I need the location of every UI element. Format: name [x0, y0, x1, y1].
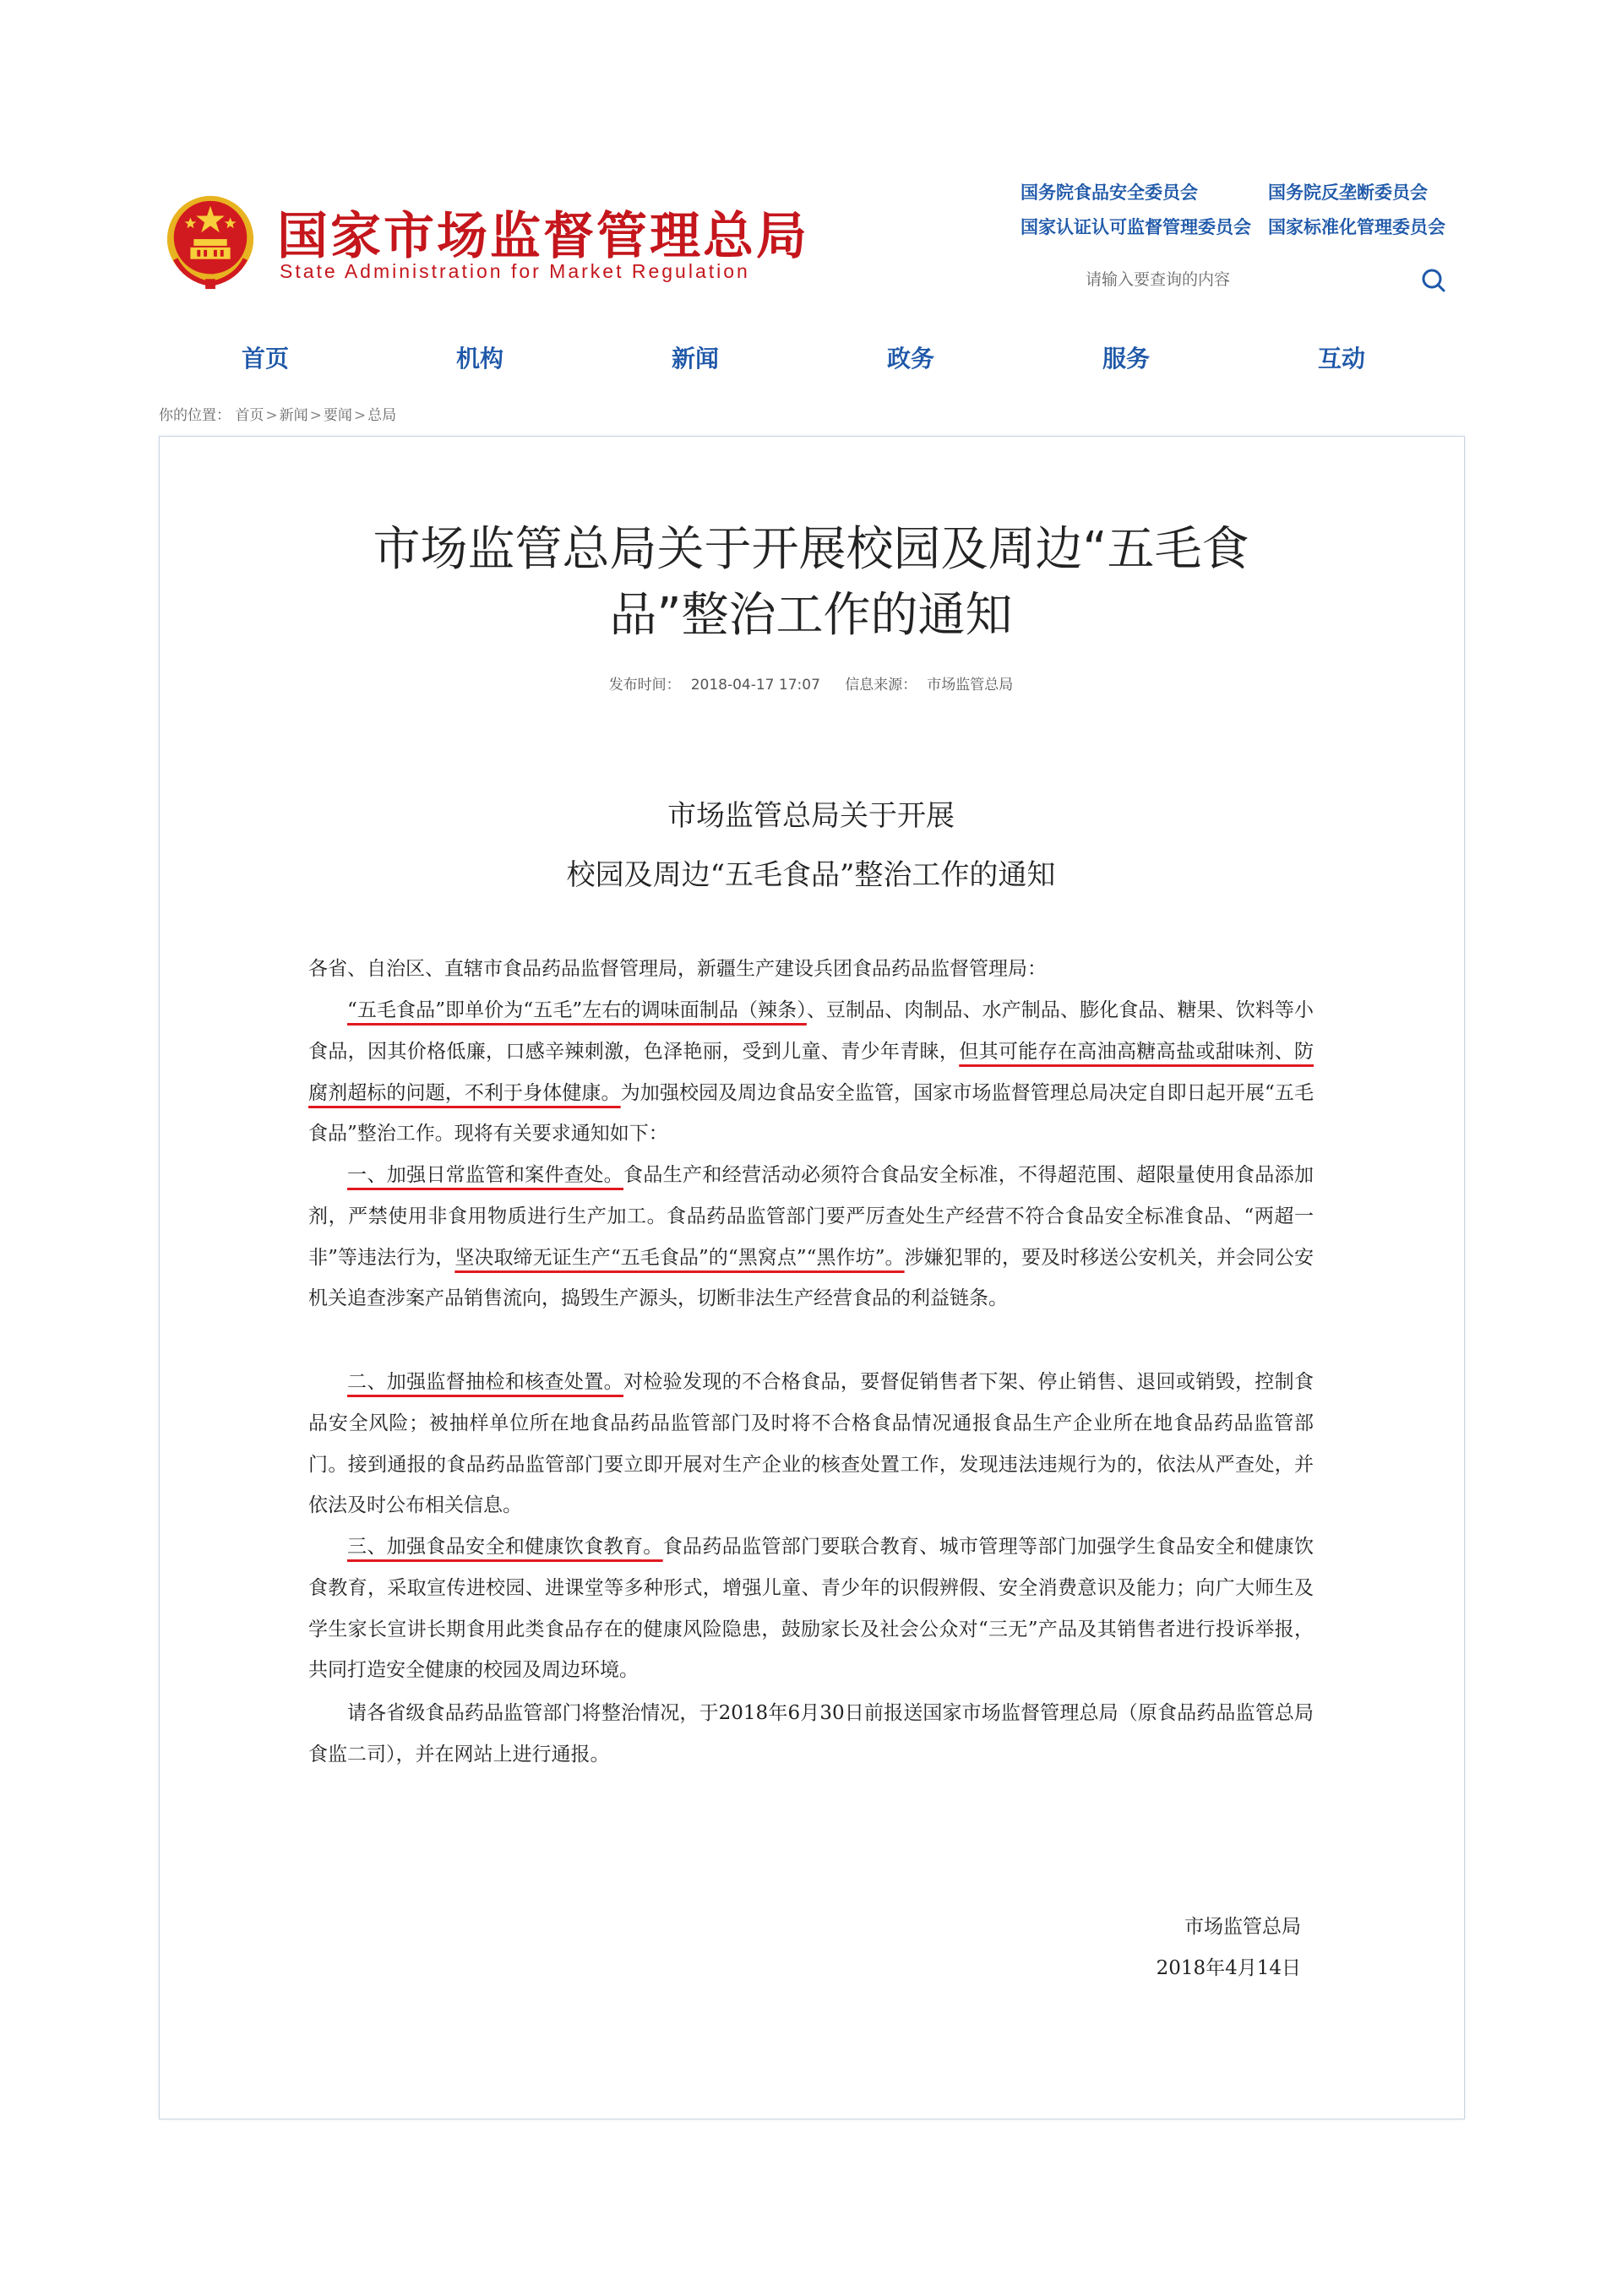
breadcrumb-separator: > [353, 407, 367, 424]
breadcrumb-label: 你的位置： [159, 407, 231, 424]
breadcrumb-separator: > [265, 407, 278, 424]
document-heading-line2: 校园及周边“五毛食品”整治工作的通知 [566, 858, 1056, 892]
breadcrumb-home[interactable]: 首页 [235, 407, 264, 424]
salutation: 各省、自治区、直辖市食品药品监督管理局，新疆生产建设兵团食品药品监督管理局： [308, 958, 1047, 980]
link-cnca[interactable]: 国家认证认可监督管理委员会 [1021, 217, 1251, 237]
search-input[interactable] [1086, 264, 1407, 295]
section-heading-underlined: 三、加强食品安全和健康饮食教育。 [347, 1536, 663, 1558]
link-sac[interactable]: 国家标准化管理委员会 [1268, 217, 1445, 237]
body-text: 食品药品监管部门要联合教育、城市管理等部门加强学生食品安全和健康饮食教育，采取宣传进校园、进课堂等多种形式，增强儿童、青少年的识假辨假、安全消费意识及能力；向广大师生及学生家长宣讲长期食用此类食品存在的健康风险隐患，鼓励家长及社会公众对“三无”产品及其销售者进行投诉举报，共同打造安全健康的校园及周边环境。 [308, 1536, 1314, 1682]
info-source-label: 信息来源： [845, 677, 917, 694]
article-meta [372, 672, 1250, 694]
paragraph-section-3 [308, 1526, 1314, 1691]
body-text: 、豆制品、肉制品、水产制品、膨化食品、糖果、饮料等小食品，因其价格低廉，口感辛辣刺激，色泽艳丽，受到儿童、青少年青睐， [308, 999, 1314, 1063]
publish-time-value: 2018-04-17 17:07 [690, 677, 820, 694]
link-food-safety-committee[interactable]: 国务院食品安全委员会 [1021, 182, 1198, 203]
signature-organization: 市场监管总局 [1184, 1916, 1301, 1938]
nav-services[interactable]: 服务 [1102, 345, 1151, 373]
body-text: 食品生产和经营活动必须符合食品安全标准，不得超范围、超限量使用食品添加剂，严禁使用非食用物质进行生产加工。食品药品监管部门要严厉查处生产经营不符合食品安全标准食品、“两超一非”等违法行为， [308, 1164, 1314, 1269]
body-text: 对检验发现的不合格食品，要督促销售者下架、停止销售、退回或销毁，控制食品安全风险；被抽样单位所在地食品药品监管部门及时将不合格食品情况通报食品生产企业所在地食品药品监管部门。接到通报的食品药品监管部门要立即开展对生产企业的核查处置工作，发现违法违规行为的，依法从严查处，并依法及时公布相关信息。 [308, 1371, 1314, 1517]
article-title-line1: 市场监管总局关于开展校园及周边“五毛食 [373, 522, 1249, 577]
national-emblem-icon [161, 193, 260, 292]
paragraph-closing: 请各省级食品药品监管部门将整治情况，于2018年6月30日前报送国家市场监督管理总局（原食品药品监管总局食监二司），并在网站上进行通报。 [308, 1702, 1314, 1766]
site-logo-subtitle: State Administration for Market Regulation [280, 260, 750, 282]
underlined-text: “五毛食品”即单价为“五毛”左右的调味面制品（辣条） [347, 999, 807, 1021]
section-heading-underlined: 二、加强监督抽检和核查处置。 [347, 1371, 623, 1393]
info-source [840, 677, 1018, 694]
info-source-value: 市场监管总局 [927, 677, 1014, 694]
paragraph-section-2 [308, 1362, 1314, 1526]
search-icon[interactable] [1419, 266, 1448, 295]
link-anti-monopoly-committee[interactable]: 国务院反垄断委员会 [1268, 182, 1428, 203]
nav-home[interactable]: 首页 [242, 345, 290, 373]
breadcrumb-separator: > [309, 407, 322, 424]
article-title-line2: 品”整治工作的通知 [609, 588, 1013, 643]
breadcrumb-headquarters[interactable]: 总局 [367, 407, 397, 424]
breadcrumb-headlines[interactable]: 要闻 [323, 407, 352, 424]
nav-organization[interactable]: 机构 [456, 345, 504, 373]
breadcrumb [159, 403, 396, 424]
underlined-text: 坚决取缔无证生产“五毛食品”的“黑窝点”“黑作坊”。 [454, 1246, 905, 1269]
breadcrumb-news[interactable]: 新闻 [279, 407, 308, 424]
nav-news[interactable]: 新闻 [672, 345, 720, 373]
publish-time-label: 发布时间： [608, 677, 681, 694]
section-heading-underlined: 一、加强日常监管和案件查处。 [347, 1164, 623, 1186]
document-heading-line1: 市场监管总局关于开展 [667, 799, 955, 833]
signature-date: 2018年4月14日 [1156, 1957, 1301, 1979]
nav-interaction[interactable]: 互动 [1318, 345, 1366, 373]
publish-time [604, 677, 825, 694]
underlined-text: 但其可能存在高油高糖高盐或甜味剂、防腐剂超标的问题，不利于身体健康。 [308, 1040, 1314, 1104]
site-logo-title[interactable]: 国家市场监督管理总局 [277, 207, 809, 266]
paragraph-section-1 [308, 1155, 1314, 1319]
body-text: 为加强校园及周边食品安全监管，国家市场监督管理总局决定自即日起开展“五毛食品”整治工作。现将有关要求通知如下： [308, 1081, 1314, 1145]
article-title [321, 517, 1301, 649]
nav-government-affairs[interactable]: 政务 [887, 345, 935, 373]
paragraph-intro [308, 990, 1314, 1155]
body-text: 涉嫌犯罪的，要及时移送公安机关，并会同公安机关追查涉案产品销售流向，捣毁生产源头，切断非法生产经营食品的利益链条。 [308, 1246, 1314, 1310]
